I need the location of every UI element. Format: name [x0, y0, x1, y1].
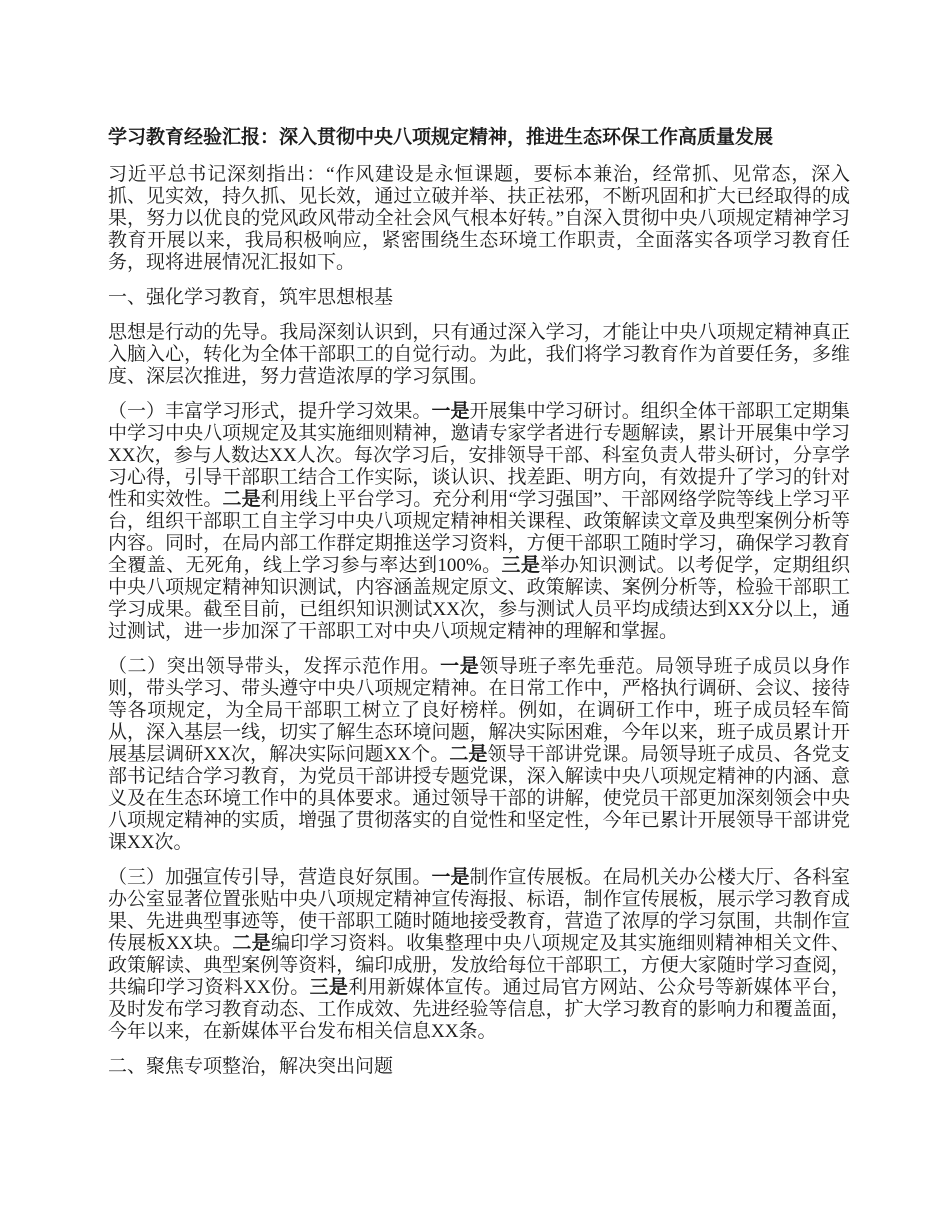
item2-text-1: 领导班子率先垂范。局领导班子成员以身作则，带头学习、带头遵守中央八项规定精神。在日常工作中，严格执行调研、会议、接待等各项规定，为全局干部职工树立了良好榜样。例如，在调研工作中，班子成员轻车简从，深入基层一线，切实了解生态环境问题，解决实际困难，今年以来，班子成员累计开展基层调研XX次，解决实际问题XX个。 [108, 656, 850, 765]
item3-lead: （三）加强宣传引导，营造良好氛围。 [108, 867, 432, 888]
paragraph-section1-intro: 思想是行动的先导。我局深刻认识到，只有通过深入学习，才能让中央八项规定精神真正入脑入心，转化为全体干部职工的自觉行动。为此，我们将学习教育作为首要任务，多维度、深层次推进，努力营造浓厚的学习氛围。 [108, 322, 850, 387]
item2-marker-1: 一是 [440, 656, 480, 677]
paragraph-item-3 [108, 867, 850, 1043]
item1-text-3: 举办知识测试。以考促学，定期组织中央八项规定精神知识测试，内容涵盖规定原文、政策解读、案例分析等，检验干部职工学习成果。截至目前，已组织知识测试XX次，参与测试人员平均成绩达到XX分以上，通过测试，进一步加深了干部职工对中央八项规定精神的理解和掌握。 [108, 555, 850, 642]
paragraph-item-1 [108, 401, 850, 643]
document-title: 学习教育经验汇报：深入贯彻中央八项规定精神，推进生态环保工作高质量发展 [108, 127, 774, 148]
paragraph-item-2 [108, 656, 850, 854]
item2-lead: （二）突出领导带头，发挥示范作用。 [108, 656, 441, 677]
item3-text-1: 制作宣传展板。在局机关办公楼大厅、各科室办公室显著位置张贴中央八项规定精神宣传海报、标语，制作宣传展板，展示学习教育成果、先进典型事迹等，使干部职工随时随地接受教育，营造了浓厚的学习氛围，共制作宣传展板XX块。 [108, 867, 850, 954]
item3-text-3: 利用新媒体宣传。通过局官方网站、公众号等新媒体平台，及时发布学习教育动态、工作成效、先进经验等信息，扩大学习教育的影响力和覆盖面，今年以来，在新媒体平台发布相关信息XX条。 [108, 977, 850, 1042]
section-heading-2: 二、聚焦专项整治，解决突出问题 [108, 1056, 394, 1077]
item3-text-2: 编印学习资料。收集整理中央八项规定及其实施细则精神相关文件、政策解读、典型案例等资料，编印成册，发放给每位干部职工，方便大家随时学习查阅，共编印学习资料XX份。 [108, 933, 850, 998]
item3-marker-3: 三是 [309, 977, 349, 998]
section-heading-1: 一、强化学习教育，筑牢思想根基 [108, 287, 394, 308]
item2-text-2: 领导干部讲党课。局领导班子成员、各党支部书记结合学习教育，为党员干部讲授专题党课，深入解读中央八项规定精神的内涵、意义及在生态环境工作中的具体要求。通过领导干部的讲解，使党员干部更加深刻领会中央八项规定精神的实质，增强了贯彻落实的自觉性和坚定性，今年已累计开展领导干部讲党课XX次。 [108, 744, 850, 853]
item1-marker-1: 一是 [431, 401, 470, 422]
item3-marker-1: 一是 [431, 867, 470, 888]
item1-lead: （一）丰富学习形式，提升学习效果。 [108, 401, 432, 422]
item2-marker-2: 二是 [449, 744, 488, 765]
item1-marker-3: 三是 [501, 555, 541, 576]
item3-marker-2: 二是 [232, 933, 271, 954]
item1-text-2: 利用线上平台学习。充分利用“学习强国”、干部网络学院等线上学习平台，组织干部职工自主学习中央八项规定精神相关课程、政策解读文章及典型案例分析等内容。同时，在局内部工作群定期推送学习资料，方便干部职工随时学习，确保学习教育全覆盖、无死角，线上学习参与率达到100%。 [108, 489, 850, 576]
item1-marker-2: 二是 [222, 489, 261, 510]
paragraph-intro-quote: 习近平总书记深刻指出：“作风建设是永恒课题，要标本兼治，经常抓、见常态，深入抓、见实效，持久抓、见长效，通过立破并举、扶正祛邪，不断巩固和扩大已经取得的成果，努力以优良的党风政风带动全社会风气根本好转。”自深入贯彻中央八项规定精神学习教育开展以来，我局积极响应，紧密围绕生态环境工作职责，全面落实各项学习教育任务，现将进展情况汇报如下。 [108, 164, 850, 273]
item1-text-1: 开展集中学习研讨。组织全体干部职工定期集中学习中央八项规定及其实施细则精神，邀请专家学者进行专题解读，累计开展集中学习XX次，参与人数达XX人次。每次学习后，安排领导干部、科室负责人带头研讨，分享学习心得，引导干部职工结合工作实际，谈认识、找差距、明方向，有效提升了学习的针对性和实效性。 [108, 401, 850, 510]
